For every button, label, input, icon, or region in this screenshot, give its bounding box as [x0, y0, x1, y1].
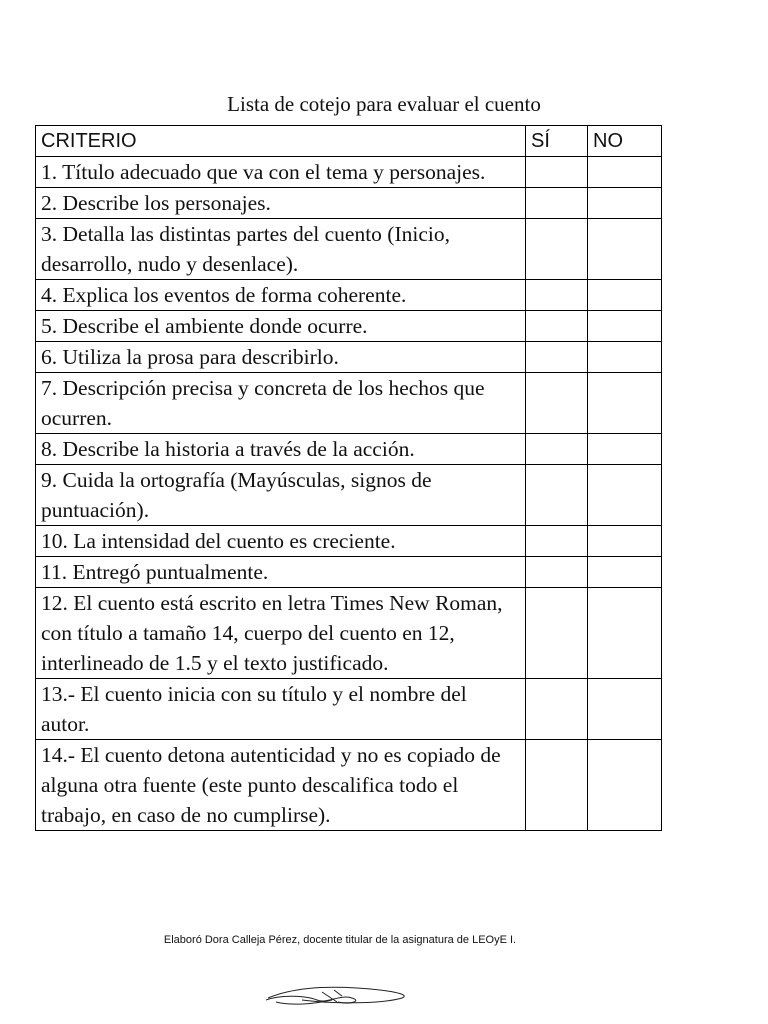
- si-checkbox-cell[interactable]: [526, 465, 588, 526]
- header-row: [36, 126, 662, 157]
- si-checkbox-cell[interactable]: [526, 679, 588, 740]
- no-checkbox-cell[interactable]: [588, 465, 662, 526]
- criterion-cell: 8. Describe la historia a través de la acción.: [36, 434, 526, 465]
- no-checkbox-cell[interactable]: [588, 342, 662, 373]
- criterion-cell: 1. Título adecuado que va con el tema y personajes.: [36, 157, 526, 188]
- header-no: NO: [588, 126, 662, 157]
- header-criterio: CRITERIO: [36, 126, 526, 157]
- criterion-cell: 5. Describe el ambiente donde ocurre.: [36, 311, 526, 342]
- si-checkbox-cell[interactable]: [526, 280, 588, 311]
- table-row: [36, 373, 662, 434]
- si-checkbox-cell[interactable]: [526, 373, 588, 434]
- criterion-cell: 4. Explica los eventos de forma coherente.: [36, 280, 526, 311]
- si-checkbox-cell[interactable]: [526, 157, 588, 188]
- si-checkbox-cell[interactable]: [526, 740, 588, 831]
- no-checkbox-cell[interactable]: [588, 740, 662, 831]
- author-footer: Elaboró Dora Calleja Pérez, docente titular de la asignatura de LEOyE I.: [163, 934, 517, 946]
- no-checkbox-cell[interactable]: [588, 679, 662, 740]
- si-checkbox-cell[interactable]: [526, 526, 588, 557]
- no-checkbox-cell[interactable]: [588, 557, 662, 588]
- si-checkbox-cell[interactable]: [526, 219, 588, 280]
- no-checkbox-cell[interactable]: [588, 157, 662, 188]
- table-row: [36, 188, 662, 219]
- si-checkbox-cell[interactable]: [526, 188, 588, 219]
- si-checkbox-cell[interactable]: [526, 588, 588, 679]
- table-row: [36, 280, 662, 311]
- document-title: Lista de cotejo para evaluar el cuento: [227, 92, 541, 116]
- table-row: [36, 557, 662, 588]
- table-row: [36, 465, 662, 526]
- checklist-table: [35, 125, 662, 831]
- table-row: [36, 342, 662, 373]
- table-row: [36, 740, 662, 831]
- table-row: [36, 588, 662, 679]
- criterion-cell: 7. Descripción precisa y concreta de los hechos que ocurren.: [36, 373, 526, 434]
- table-row: [36, 157, 662, 188]
- no-checkbox-cell[interactable]: [588, 588, 662, 679]
- table-row: [36, 311, 662, 342]
- table-row: [36, 219, 662, 280]
- criterion-cell: 6. Utiliza la prosa para describirlo.: [36, 342, 526, 373]
- criterion-cell: 10. La intensidad del cuento es creciente.: [36, 526, 526, 557]
- no-checkbox-cell[interactable]: [588, 219, 662, 280]
- criterion-cell: 2. Describe los personajes.: [36, 188, 526, 219]
- si-checkbox-cell[interactable]: [526, 311, 588, 342]
- si-checkbox-cell[interactable]: [526, 342, 588, 373]
- criterion-cell: 3. Detalla las distintas partes del cuento (Inicio, desarrollo, nudo y desenlace).: [36, 219, 526, 280]
- no-checkbox-cell[interactable]: [588, 188, 662, 219]
- si-checkbox-cell[interactable]: [526, 434, 588, 465]
- criterion-cell: 12. El cuento está escrito en letra Times New Roman, con título a tamaño 14, cuerpo del cuento en 12, interlineado de 1.5 y el texto justificado.: [36, 588, 526, 679]
- criterion-cell: 11. Entregó puntualmente.: [36, 557, 526, 588]
- no-checkbox-cell[interactable]: [588, 311, 662, 342]
- table-row: [36, 679, 662, 740]
- criterion-cell: 14.- El cuento detona autenticidad y no es copiado de alguna otra fuente (este punto descalifica todo el trabajo, en caso de no cumplirse).: [36, 740, 526, 831]
- criterion-cell: 13.- El cuento inicia con su título y el nombre del autor.: [36, 679, 526, 740]
- no-checkbox-cell[interactable]: [588, 280, 662, 311]
- si-checkbox-cell[interactable]: [526, 557, 588, 588]
- no-checkbox-cell[interactable]: [588, 373, 662, 434]
- header-si: SÍ: [526, 126, 588, 157]
- table-row: [36, 526, 662, 557]
- table-row: [36, 434, 662, 465]
- no-checkbox-cell[interactable]: [588, 526, 662, 557]
- signature-icon: [262, 980, 412, 1015]
- no-checkbox-cell[interactable]: [588, 434, 662, 465]
- criterion-cell: 9. Cuida la ortografía (Mayúsculas, signos de puntuación).: [36, 465, 526, 526]
